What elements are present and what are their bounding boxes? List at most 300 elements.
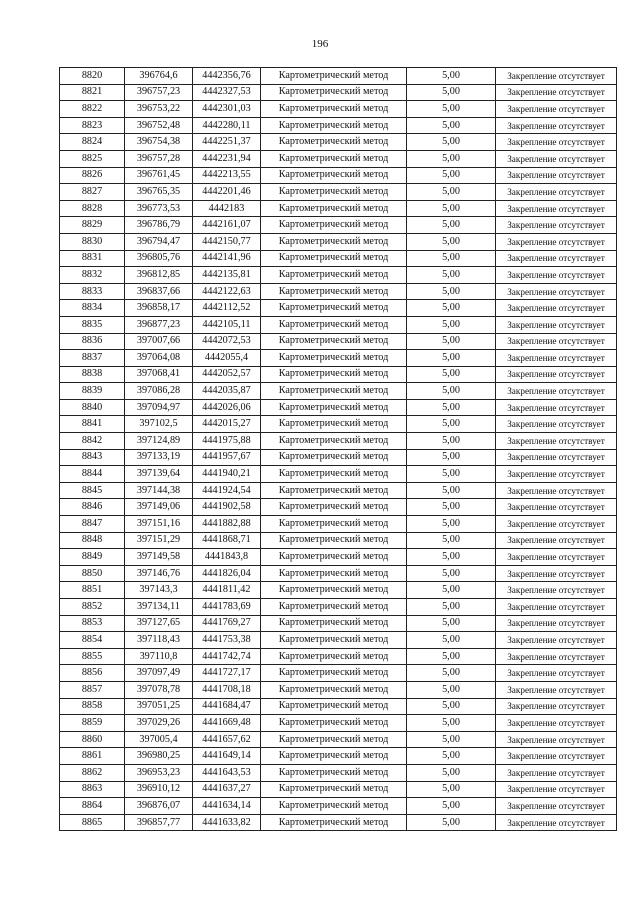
fixing-cell: Закрепление отсутствует — [496, 482, 617, 499]
coordinate-x-cell: 397007,66 — [125, 333, 193, 350]
error-cell: 5,00 — [407, 200, 496, 217]
point-number-cell: 8853 — [60, 615, 125, 632]
table-row — [60, 532, 617, 549]
table-row — [60, 416, 617, 433]
coordinate-y-cell: 4441902,58 — [193, 499, 261, 516]
point-number-cell: 8836 — [60, 333, 125, 350]
coordinate-y-cell: 4442112,52 — [193, 300, 261, 317]
error-cell: 5,00 — [407, 101, 496, 118]
method-cell: Картометрический метод — [261, 399, 407, 416]
coordinate-x-cell: 396858,17 — [125, 300, 193, 317]
point-number-cell: 8821 — [60, 84, 125, 101]
point-number-cell: 8845 — [60, 482, 125, 499]
method-cell: Картометрический метод — [261, 632, 407, 649]
coordinate-x-cell: 396757,28 — [125, 150, 193, 167]
coordinate-y-cell: 4442183 — [193, 200, 261, 217]
fixing-cell: Закрепление отсутствует — [496, 798, 617, 815]
coordinate-y-cell: 4442231,94 — [193, 150, 261, 167]
point-number-cell: 8846 — [60, 499, 125, 516]
error-cell: 5,00 — [407, 84, 496, 101]
point-number-cell: 8851 — [60, 582, 125, 599]
fixing-cell: Закрепление отсутствует — [496, 731, 617, 748]
fixing-cell: Закрепление отсутствует — [496, 233, 617, 250]
coordinate-y-cell: 4442035,87 — [193, 383, 261, 400]
point-number-cell: 8861 — [60, 748, 125, 765]
table-row — [60, 350, 617, 367]
point-number-cell: 8838 — [60, 366, 125, 383]
method-cell: Картометрический метод — [261, 466, 407, 483]
coordinate-y-cell: 4441843,8 — [193, 549, 261, 566]
coordinate-x-cell: 397110,8 — [125, 648, 193, 665]
coordinate-y-cell: 4441727,17 — [193, 665, 261, 682]
coordinate-x-cell: 397149,06 — [125, 499, 193, 516]
error-cell: 5,00 — [407, 549, 496, 566]
table-row — [60, 134, 617, 151]
coordinate-x-cell: 396877,23 — [125, 316, 193, 333]
method-cell: Картометрический метод — [261, 167, 407, 184]
fixing-cell: Закрепление отсутствует — [496, 681, 617, 698]
coordinate-y-cell: 4442356,76 — [193, 68, 261, 85]
method-cell: Картометрический метод — [261, 532, 407, 549]
table-row — [60, 101, 617, 118]
fixing-cell: Закрепление отсутствует — [496, 167, 617, 184]
table-row — [60, 582, 617, 599]
coordinate-x-cell: 397064,08 — [125, 350, 193, 367]
table-row — [60, 648, 617, 665]
table-row — [60, 167, 617, 184]
coordinate-x-cell: 396764,6 — [125, 68, 193, 85]
coordinate-x-cell: 397139,64 — [125, 466, 193, 483]
error-cell: 5,00 — [407, 731, 496, 748]
method-cell: Картометрический метод — [261, 681, 407, 698]
point-number-cell: 8844 — [60, 466, 125, 483]
coordinate-y-cell: 4441637,27 — [193, 781, 261, 798]
table-row — [60, 433, 617, 450]
coordinate-x-cell: 396761,45 — [125, 167, 193, 184]
table-row — [60, 300, 617, 317]
fixing-cell: Закрепление отсутствует — [496, 582, 617, 599]
coordinate-x-cell: 396773,53 — [125, 200, 193, 217]
method-cell: Картометрический метод — [261, 715, 407, 732]
coordinate-x-cell: 396805,76 — [125, 250, 193, 267]
coordinate-x-cell: 397051,25 — [125, 698, 193, 715]
fixing-cell: Закрепление отсутствует — [496, 101, 617, 118]
coordinate-y-cell: 4441657,62 — [193, 731, 261, 748]
coordinate-x-cell: 396754,38 — [125, 134, 193, 151]
coordinate-y-cell: 4441868,71 — [193, 532, 261, 549]
point-number-cell: 8854 — [60, 632, 125, 649]
coordinate-y-cell: 4442055,4 — [193, 350, 261, 367]
coordinate-x-cell: 396953,23 — [125, 764, 193, 781]
coordinate-x-cell: 397124,89 — [125, 433, 193, 450]
point-number-cell: 8839 — [60, 383, 125, 400]
coordinate-y-cell: 4442150,77 — [193, 233, 261, 250]
error-cell: 5,00 — [407, 698, 496, 715]
fixing-cell: Закрепление отсутствует — [496, 665, 617, 682]
fixing-cell: Закрепление отсутствует — [496, 764, 617, 781]
table-row — [60, 267, 617, 284]
coordinate-x-cell: 396786,79 — [125, 217, 193, 234]
error-cell: 5,00 — [407, 117, 496, 134]
fixing-cell: Закрепление отсутствует — [496, 333, 617, 350]
point-number-cell: 8860 — [60, 731, 125, 748]
error-cell: 5,00 — [407, 366, 496, 383]
table-row — [60, 333, 617, 350]
point-number-cell: 8834 — [60, 300, 125, 317]
coordinate-x-cell: 397078,78 — [125, 681, 193, 698]
fixing-cell: Закрепление отсутствует — [496, 715, 617, 732]
point-number-cell: 8832 — [60, 267, 125, 284]
point-number-cell: 8843 — [60, 449, 125, 466]
method-cell: Картометрический метод — [261, 449, 407, 466]
table-row — [60, 250, 617, 267]
table-row — [60, 150, 617, 167]
table-row — [60, 764, 617, 781]
fixing-cell: Закрепление отсутствует — [496, 632, 617, 649]
point-number-cell: 8855 — [60, 648, 125, 665]
error-cell: 5,00 — [407, 632, 496, 649]
point-number-cell: 8828 — [60, 200, 125, 217]
point-number-cell: 8824 — [60, 134, 125, 151]
error-cell: 5,00 — [407, 599, 496, 616]
error-cell: 5,00 — [407, 715, 496, 732]
coordinate-x-cell: 397118,43 — [125, 632, 193, 649]
point-number-cell: 8823 — [60, 117, 125, 134]
method-cell: Картометрический метод — [261, 200, 407, 217]
fixing-cell: Закрепление отсутствует — [496, 449, 617, 466]
error-cell: 5,00 — [407, 316, 496, 333]
table-row — [60, 748, 617, 765]
fixing-cell: Закрепление отсутствует — [496, 615, 617, 632]
fixing-cell: Закрепление отсутствует — [496, 549, 617, 566]
fixing-cell: Закрепление отсутствует — [496, 150, 617, 167]
error-cell: 5,00 — [407, 333, 496, 350]
method-cell: Картометрический метод — [261, 84, 407, 101]
table-row — [60, 316, 617, 333]
error-cell: 5,00 — [407, 283, 496, 300]
fixing-cell: Закрепление отсутствует — [496, 466, 617, 483]
fixing-cell: Закрепление отсутствует — [496, 117, 617, 134]
coordinate-x-cell: 397134,11 — [125, 599, 193, 616]
table-row — [60, 466, 617, 483]
table-row — [60, 715, 617, 732]
coordinate-y-cell: 4442026,06 — [193, 399, 261, 416]
method-cell: Картометрический метод — [261, 648, 407, 665]
fixing-cell: Закрепление отсутствует — [496, 267, 617, 284]
fixing-cell: Закрепление отсутствует — [496, 399, 617, 416]
error-cell: 5,00 — [407, 798, 496, 815]
table-row — [60, 599, 617, 616]
fixing-cell: Закрепление отсутствует — [496, 68, 617, 85]
coordinate-x-cell: 396876,07 — [125, 798, 193, 815]
coordinate-x-cell: 397094,97 — [125, 399, 193, 416]
point-number-cell: 8829 — [60, 217, 125, 234]
point-number-cell: 8831 — [60, 250, 125, 267]
table-row — [60, 482, 617, 499]
coordinate-y-cell: 4441882,88 — [193, 516, 261, 533]
method-cell: Картометрический метод — [261, 366, 407, 383]
method-cell: Картометрический метод — [261, 615, 407, 632]
fixing-cell: Закрепление отсутствует — [496, 781, 617, 798]
coordinate-y-cell: 4441643,53 — [193, 764, 261, 781]
point-number-cell: 8859 — [60, 715, 125, 732]
point-number-cell: 8820 — [60, 68, 125, 85]
table-row — [60, 68, 617, 85]
fixing-cell: Закрепление отсутствует — [496, 383, 617, 400]
fixing-cell: Закрепление отсутствует — [496, 283, 617, 300]
method-cell: Картометрический метод — [261, 68, 407, 85]
coordinate-y-cell: 4441708,18 — [193, 681, 261, 698]
error-cell: 5,00 — [407, 781, 496, 798]
coordinate-x-cell: 396837,66 — [125, 283, 193, 300]
fixing-cell: Закрепление отсутствует — [496, 350, 617, 367]
table-row — [60, 283, 617, 300]
coordinate-x-cell: 397143,3 — [125, 582, 193, 599]
method-cell: Картометрический метод — [261, 482, 407, 499]
coordinate-x-cell: 397149,58 — [125, 549, 193, 566]
point-number-cell: 8827 — [60, 184, 125, 201]
table-row — [60, 665, 617, 682]
table-row — [60, 781, 617, 798]
error-cell: 5,00 — [407, 217, 496, 234]
fixing-cell: Закрепление отсутствует — [496, 433, 617, 450]
method-cell: Картометрический метод — [261, 333, 407, 350]
method-cell: Картометрический метод — [261, 300, 407, 317]
point-number-cell: 8852 — [60, 599, 125, 616]
coordinate-y-cell: 4441684,47 — [193, 698, 261, 715]
method-cell: Картометрический метод — [261, 184, 407, 201]
coordinate-y-cell: 4441649,14 — [193, 748, 261, 765]
fixing-cell: Закрепление отсутствует — [496, 300, 617, 317]
point-number-cell: 8857 — [60, 681, 125, 698]
coordinate-y-cell: 4441940,21 — [193, 466, 261, 483]
error-cell: 5,00 — [407, 648, 496, 665]
method-cell: Картометрический метод — [261, 798, 407, 815]
coordinate-y-cell: 4442105,11 — [193, 316, 261, 333]
coordinate-y-cell: 4441753,38 — [193, 632, 261, 649]
method-cell: Картометрический метод — [261, 549, 407, 566]
fixing-cell: Закрепление отсутствует — [496, 134, 617, 151]
error-cell: 5,00 — [407, 565, 496, 582]
coordinate-x-cell: 396794,47 — [125, 233, 193, 250]
error-cell: 5,00 — [407, 399, 496, 416]
method-cell: Картометрический метод — [261, 764, 407, 781]
error-cell: 5,00 — [407, 482, 496, 499]
point-number-cell: 8856 — [60, 665, 125, 682]
coordinate-x-cell: 397097,49 — [125, 665, 193, 682]
error-cell: 5,00 — [407, 233, 496, 250]
error-cell: 5,00 — [407, 532, 496, 549]
table-row — [60, 84, 617, 101]
error-cell: 5,00 — [407, 267, 496, 284]
coordinates-table-body — [60, 68, 617, 831]
fixing-cell: Закрепление отсутствует — [496, 565, 617, 582]
coordinate-y-cell: 4441975,88 — [193, 433, 261, 450]
fixing-cell: Закрепление отсутствует — [496, 184, 617, 201]
fixing-cell: Закрепление отсутствует — [496, 748, 617, 765]
coordinate-y-cell: 4441783,69 — [193, 599, 261, 616]
coordinate-y-cell: 4442301,03 — [193, 101, 261, 118]
coordinate-x-cell: 397005,4 — [125, 731, 193, 748]
point-number-cell: 8841 — [60, 416, 125, 433]
table-row — [60, 615, 617, 632]
method-cell: Картометрический метод — [261, 134, 407, 151]
method-cell: Картометрический метод — [261, 433, 407, 450]
point-number-cell: 8858 — [60, 698, 125, 715]
table-row — [60, 399, 617, 416]
table-row — [60, 549, 617, 566]
point-number-cell: 8847 — [60, 516, 125, 533]
coordinate-y-cell: 4441769,27 — [193, 615, 261, 632]
coordinates-table — [59, 67, 617, 831]
table-row — [60, 681, 617, 698]
method-cell: Картометрический метод — [261, 117, 407, 134]
method-cell: Картометрический метод — [261, 599, 407, 616]
method-cell: Картометрический метод — [261, 350, 407, 367]
error-cell: 5,00 — [407, 250, 496, 267]
table-row — [60, 200, 617, 217]
point-number-cell: 8848 — [60, 532, 125, 549]
coordinate-x-cell: 396752,48 — [125, 117, 193, 134]
coordinate-x-cell: 396910,12 — [125, 781, 193, 798]
coordinate-x-cell: 397146,76 — [125, 565, 193, 582]
point-number-cell: 8830 — [60, 233, 125, 250]
coordinate-x-cell: 396753,22 — [125, 101, 193, 118]
point-number-cell: 8835 — [60, 316, 125, 333]
fixing-cell: Закрепление отсутствует — [496, 416, 617, 433]
coordinate-x-cell: 397144,38 — [125, 482, 193, 499]
coordinate-x-cell: 397102,5 — [125, 416, 193, 433]
point-number-cell: 8863 — [60, 781, 125, 798]
error-cell: 5,00 — [407, 681, 496, 698]
coordinate-x-cell: 397151,16 — [125, 516, 193, 533]
coordinate-x-cell: 397086,28 — [125, 383, 193, 400]
coordinate-y-cell: 4441633,82 — [193, 814, 261, 831]
method-cell: Картометрический метод — [261, 731, 407, 748]
point-number-cell: 8840 — [60, 399, 125, 416]
error-cell: 5,00 — [407, 134, 496, 151]
error-cell: 5,00 — [407, 449, 496, 466]
coordinate-y-cell: 4441811,42 — [193, 582, 261, 599]
error-cell: 5,00 — [407, 582, 496, 599]
error-cell: 5,00 — [407, 150, 496, 167]
point-number-cell: 8865 — [60, 814, 125, 831]
fixing-cell: Закрепление отсутствует — [496, 516, 617, 533]
method-cell: Картометрический метод — [261, 748, 407, 765]
table-row — [60, 449, 617, 466]
coordinate-y-cell: 4442327,53 — [193, 84, 261, 101]
coordinate-x-cell: 396757,23 — [125, 84, 193, 101]
method-cell: Картометрический метод — [261, 250, 407, 267]
fixing-cell: Закрепление отсутствует — [496, 217, 617, 234]
error-cell: 5,00 — [407, 764, 496, 781]
fixing-cell: Закрепление отсутствует — [496, 316, 617, 333]
fixing-cell: Закрепление отсутствует — [496, 532, 617, 549]
table-row — [60, 565, 617, 582]
fixing-cell: Закрепление отсутствует — [496, 599, 617, 616]
error-cell: 5,00 — [407, 416, 496, 433]
coordinate-x-cell: 396812,85 — [125, 267, 193, 284]
method-cell: Картометрический метод — [261, 698, 407, 715]
method-cell: Картометрический метод — [261, 283, 407, 300]
table-row — [60, 731, 617, 748]
method-cell: Картометрический метод — [261, 814, 407, 831]
table-row — [60, 798, 617, 815]
coordinate-x-cell: 397133,19 — [125, 449, 193, 466]
coordinate-y-cell: 4442161,07 — [193, 217, 261, 234]
fixing-cell: Закрепление отсутствует — [496, 698, 617, 715]
point-number-cell: 8833 — [60, 283, 125, 300]
method-cell: Картометрический метод — [261, 499, 407, 516]
error-cell: 5,00 — [407, 350, 496, 367]
method-cell: Картометрический метод — [261, 101, 407, 118]
coordinate-x-cell: 397029,26 — [125, 715, 193, 732]
coordinate-y-cell: 4442141,96 — [193, 250, 261, 267]
fixing-cell: Закрепление отсутствует — [496, 499, 617, 516]
error-cell: 5,00 — [407, 433, 496, 450]
method-cell: Картометрический метод — [261, 665, 407, 682]
coordinate-y-cell: 4442213,55 — [193, 167, 261, 184]
error-cell: 5,00 — [407, 665, 496, 682]
coordinate-x-cell: 397068,41 — [125, 366, 193, 383]
coordinate-y-cell: 4441957,67 — [193, 449, 261, 466]
method-cell: Картометрический метод — [261, 383, 407, 400]
error-cell: 5,00 — [407, 516, 496, 533]
table-row — [60, 233, 617, 250]
coordinate-x-cell: 396765,35 — [125, 184, 193, 201]
method-cell: Картометрический метод — [261, 267, 407, 284]
fixing-cell: Закрепление отсутствует — [496, 814, 617, 831]
error-cell: 5,00 — [407, 814, 496, 831]
point-number-cell: 8837 — [60, 350, 125, 367]
table-row — [60, 499, 617, 516]
error-cell: 5,00 — [407, 466, 496, 483]
method-cell: Картометрический метод — [261, 416, 407, 433]
point-number-cell: 8842 — [60, 433, 125, 450]
point-number-cell: 8862 — [60, 764, 125, 781]
page-number: 196 — [311, 38, 329, 50]
method-cell: Картометрический метод — [261, 565, 407, 582]
coordinate-y-cell: 4442052,57 — [193, 366, 261, 383]
coordinate-y-cell: 4442072,53 — [193, 333, 261, 350]
coordinate-y-cell: 4442122,63 — [193, 283, 261, 300]
error-cell: 5,00 — [407, 184, 496, 201]
table-row — [60, 217, 617, 234]
method-cell: Картометрический метод — [261, 150, 407, 167]
fixing-cell: Закрепление отсутствует — [496, 84, 617, 101]
coordinate-y-cell: 4441826,04 — [193, 565, 261, 582]
table-row — [60, 516, 617, 533]
coordinate-y-cell: 4441924,54 — [193, 482, 261, 499]
table-row — [60, 698, 617, 715]
error-cell: 5,00 — [407, 68, 496, 85]
point-number-cell: 8825 — [60, 150, 125, 167]
coordinate-x-cell: 397151,29 — [125, 532, 193, 549]
error-cell: 5,00 — [407, 615, 496, 632]
table-row — [60, 632, 617, 649]
coordinate-x-cell: 396857,77 — [125, 814, 193, 831]
coordinate-y-cell: 4442015,27 — [193, 416, 261, 433]
method-cell: Картометрический метод — [261, 233, 407, 250]
table-row — [60, 184, 617, 201]
error-cell: 5,00 — [407, 748, 496, 765]
fixing-cell: Закрепление отсутствует — [496, 200, 617, 217]
method-cell: Картометрический метод — [261, 582, 407, 599]
coordinate-x-cell: 397127,65 — [125, 615, 193, 632]
point-number-cell: 8864 — [60, 798, 125, 815]
error-cell: 5,00 — [407, 383, 496, 400]
error-cell: 5,00 — [407, 300, 496, 317]
